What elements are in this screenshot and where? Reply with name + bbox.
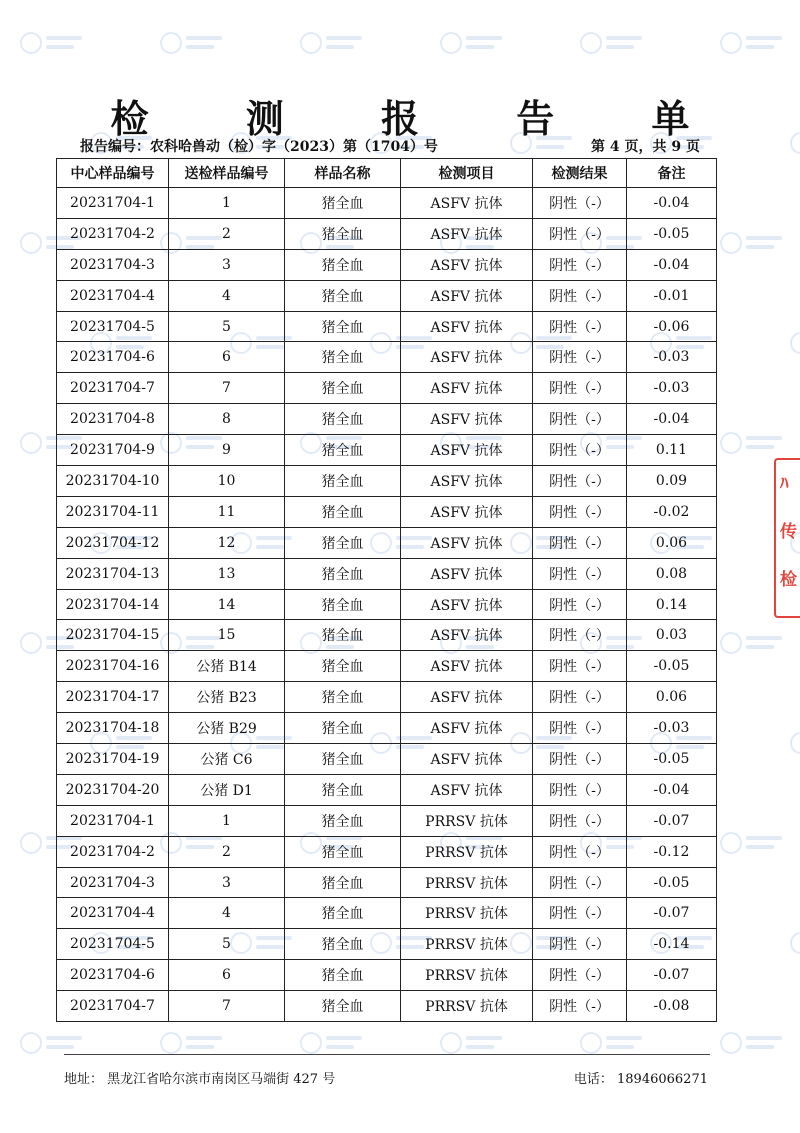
cell-sample-name: 猪全血: [285, 867, 401, 898]
cell-remark: 0.03: [627, 620, 717, 651]
cell-center-sample-no: 20231704-5: [57, 929, 169, 960]
cell-test-item: PRRSV 抗体: [401, 898, 533, 929]
cell-sample-name: 猪全血: [285, 991, 401, 1022]
cell-submitted-sample-no: 公猪 B23: [169, 682, 285, 713]
cell-test-result: 阴性（-）: [533, 496, 627, 527]
cell-sample-name: 猪全血: [285, 218, 401, 249]
cell-test-item: ASFV 抗体: [401, 342, 533, 373]
cell-test-result: 阴性（-）: [533, 589, 627, 620]
seal-stamp: [774, 458, 800, 618]
cell-submitted-sample-no: 9: [169, 435, 285, 466]
header-test-result: 检测结果: [533, 159, 627, 188]
cell-test-item: ASFV 抗体: [401, 496, 533, 527]
cell-sample-name: 猪全血: [285, 774, 401, 805]
cell-remark: 0.08: [627, 558, 717, 589]
cell-remark: -0.07: [627, 805, 717, 836]
table-row: [57, 218, 717, 249]
cell-test-result: 阴性（-）: [533, 466, 627, 497]
cell-center-sample-no: 20231704-14: [57, 589, 169, 620]
cell-test-result: 阴性（-）: [533, 620, 627, 651]
page-info: 第 4 页，共 9 页: [591, 139, 700, 155]
cell-test-item: ASFV 抗体: [401, 218, 533, 249]
report-title: 检 测 报 告 单: [110, 96, 732, 141]
cell-remark: 0.06: [627, 527, 717, 558]
report-meta-row: [80, 136, 700, 156]
table-row: [57, 280, 717, 311]
cell-submitted-sample-no: 10: [169, 466, 285, 497]
cell-submitted-sample-no: 1: [169, 188, 285, 219]
cell-test-item: ASFV 抗体: [401, 435, 533, 466]
cell-test-item: ASFV 抗体: [401, 682, 533, 713]
cell-submitted-sample-no: 4: [169, 280, 285, 311]
cell-center-sample-no: 20231704-8: [57, 404, 169, 435]
watermark-logo-icon: [20, 30, 90, 56]
watermark-logo-icon: [20, 1030, 90, 1056]
cell-submitted-sample-no: 7: [169, 991, 285, 1022]
cell-test-result: 阴性（-）: [533, 249, 627, 280]
cell-sample-name: 猪全血: [285, 589, 401, 620]
cell-sample-name: 猪全血: [285, 682, 401, 713]
cell-test-result: 阴性（-）: [533, 527, 627, 558]
cell-sample-name: 猪全血: [285, 929, 401, 960]
cell-submitted-sample-no: 公猪 B14: [169, 651, 285, 682]
stamp-char-1: ﾊ: [780, 474, 789, 494]
table-row: [57, 682, 717, 713]
watermark-logo-icon: [440, 1030, 510, 1056]
cell-submitted-sample-no: 11: [169, 496, 285, 527]
cell-test-item: ASFV 抗体: [401, 527, 533, 558]
cell-submitted-sample-no: 6: [169, 960, 285, 991]
cell-sample-name: 猪全血: [285, 466, 401, 497]
cell-remark: -0.04: [627, 249, 717, 280]
cell-sample-name: 猪全血: [285, 805, 401, 836]
cell-submitted-sample-no: 15: [169, 620, 285, 651]
report-number: 报告编号：农科哈兽动（检）字（2023）第（1704）号: [80, 139, 438, 155]
cell-submitted-sample-no: 7: [169, 373, 285, 404]
table-row: [57, 249, 717, 280]
table-row: [57, 651, 717, 682]
table-header-row: [57, 159, 717, 188]
cell-test-result: 阴性（-）: [533, 682, 627, 713]
cell-test-item: ASFV 抗体: [401, 249, 533, 280]
table-row: [57, 589, 717, 620]
cell-sample-name: 猪全血: [285, 960, 401, 991]
cell-test-result: 阴性（-）: [533, 836, 627, 867]
cell-remark: -0.03: [627, 373, 717, 404]
watermark-logo-icon: [580, 30, 650, 56]
cell-test-result: 阴性（-）: [533, 651, 627, 682]
cell-test-item: ASFV 抗体: [401, 620, 533, 651]
table-row: [57, 373, 717, 404]
cell-remark: 0.09: [627, 466, 717, 497]
watermark-logo-icon: [160, 1030, 230, 1056]
table-body: [57, 188, 717, 1022]
cell-remark: -0.08: [627, 991, 717, 1022]
cell-submitted-sample-no: 公猪 B29: [169, 713, 285, 744]
cell-sample-name: 猪全血: [285, 713, 401, 744]
cell-test-item: PRRSV 抗体: [401, 991, 533, 1022]
cell-test-result: 阴性（-）: [533, 311, 627, 342]
watermark-logo-icon: [440, 30, 510, 56]
table-row: [57, 311, 717, 342]
header-center-sample-no: 中心样品编号: [57, 159, 169, 188]
cell-test-result: 阴性（-）: [533, 218, 627, 249]
table-row: [57, 898, 717, 929]
watermark-logo-icon: [720, 230, 790, 256]
cell-remark: -0.04: [627, 774, 717, 805]
cell-remark: -0.12: [627, 836, 717, 867]
stamp-char-3: 检: [780, 570, 797, 590]
cell-submitted-sample-no: 6: [169, 342, 285, 373]
header-remark: 备注: [627, 159, 717, 188]
cell-center-sample-no: 20231704-19: [57, 744, 169, 775]
table-row: [57, 496, 717, 527]
cell-test-item: ASFV 抗体: [401, 744, 533, 775]
cell-submitted-sample-no: 12: [169, 527, 285, 558]
cell-test-item: ASFV 抗体: [401, 311, 533, 342]
cell-sample-name: 猪全血: [285, 373, 401, 404]
cell-remark: -0.05: [627, 867, 717, 898]
table-row: [57, 527, 717, 558]
cell-remark: -0.06: [627, 311, 717, 342]
watermark-logo-icon: [720, 430, 790, 456]
cell-submitted-sample-no: 4: [169, 898, 285, 929]
stamp-char-2: 传: [780, 522, 797, 542]
table-row: [57, 991, 717, 1022]
cell-remark: -0.05: [627, 651, 717, 682]
table-row: [57, 558, 717, 589]
cell-submitted-sample-no: 5: [169, 929, 285, 960]
cell-test-item: ASFV 抗体: [401, 404, 533, 435]
cell-center-sample-no: 20231704-11: [57, 496, 169, 527]
cell-test-result: 阴性（-）: [533, 280, 627, 311]
cell-center-sample-no: 20231704-1: [57, 188, 169, 219]
cell-test-result: 阴性（-）: [533, 373, 627, 404]
watermark-logo-icon: [790, 930, 800, 956]
cell-sample-name: 猪全血: [285, 898, 401, 929]
table-row: [57, 342, 717, 373]
watermark-logo-icon: [300, 30, 370, 56]
table-row: [57, 867, 717, 898]
cell-test-result: 阴性（-）: [533, 404, 627, 435]
cell-test-item: ASFV 抗体: [401, 774, 533, 805]
table-row: [57, 774, 717, 805]
table-row: [57, 929, 717, 960]
cell-submitted-sample-no: 1: [169, 805, 285, 836]
footer-divider: [64, 1054, 710, 1055]
footer-phone: 电话： 18946066271: [573, 1072, 708, 1087]
cell-submitted-sample-no: 3: [169, 249, 285, 280]
cell-test-result: 阴性（-）: [533, 342, 627, 373]
cell-test-result: 阴性（-）: [533, 805, 627, 836]
footer-address: 地址： 黑龙江省哈尔滨市南岗区马端街 427 号: [64, 1072, 336, 1087]
cell-center-sample-no: 20231704-4: [57, 898, 169, 929]
cell-center-sample-no: 20231704-16: [57, 651, 169, 682]
cell-center-sample-no: 20231704-12: [57, 527, 169, 558]
cell-center-sample-no: 20231704-3: [57, 867, 169, 898]
cell-test-result: 阴性（-）: [533, 898, 627, 929]
cell-test-item: ASFV 抗体: [401, 188, 533, 219]
cell-test-item: ASFV 抗体: [401, 373, 533, 404]
cell-sample-name: 猪全血: [285, 651, 401, 682]
cell-submitted-sample-no: 2: [169, 836, 285, 867]
cell-center-sample-no: 20231704-6: [57, 960, 169, 991]
header-sample-name: 样品名称: [285, 159, 401, 188]
cell-test-item: ASFV 抗体: [401, 589, 533, 620]
cell-center-sample-no: 20231704-2: [57, 218, 169, 249]
cell-test-result: 阴性（-）: [533, 929, 627, 960]
cell-test-item: PRRSV 抗体: [401, 805, 533, 836]
cell-remark: -0.05: [627, 218, 717, 249]
cell-sample-name: 猪全血: [285, 404, 401, 435]
cell-sample-name: 猪全血: [285, 280, 401, 311]
cell-center-sample-no: 20231704-10: [57, 466, 169, 497]
table-row: [57, 960, 717, 991]
cell-center-sample-no: 20231704-13: [57, 558, 169, 589]
cell-remark: -0.02: [627, 496, 717, 527]
header-submitted-sample-no: 送检样品编号: [169, 159, 285, 188]
cell-sample-name: 猪全血: [285, 496, 401, 527]
cell-submitted-sample-no: 公猪 D1: [169, 774, 285, 805]
cell-sample-name: 猪全血: [285, 342, 401, 373]
cell-test-result: 阴性（-）: [533, 960, 627, 991]
cell-sample-name: 猪全血: [285, 836, 401, 867]
table-row: [57, 744, 717, 775]
cell-sample-name: 猪全血: [285, 311, 401, 342]
cell-submitted-sample-no: 2: [169, 218, 285, 249]
cell-center-sample-no: 20231704-2: [57, 836, 169, 867]
cell-test-item: ASFV 抗体: [401, 651, 533, 682]
cell-submitted-sample-no: 3: [169, 867, 285, 898]
results-table: [56, 158, 717, 1022]
cell-center-sample-no: 20231704-3: [57, 249, 169, 280]
cell-test-item: ASFV 抗体: [401, 713, 533, 744]
cell-sample-name: 猪全血: [285, 620, 401, 651]
cell-remark: -0.05: [627, 744, 717, 775]
cell-center-sample-no: 20231704-5: [57, 311, 169, 342]
cell-center-sample-no: 20231704-6: [57, 342, 169, 373]
cell-submitted-sample-no: 5: [169, 311, 285, 342]
cell-test-result: 阴性（-）: [533, 558, 627, 589]
watermark-logo-icon: [720, 830, 790, 856]
cell-sample-name: 猪全血: [285, 558, 401, 589]
cell-remark: 0.14: [627, 589, 717, 620]
table-row: [57, 805, 717, 836]
cell-test-result: 阴性（-）: [533, 713, 627, 744]
cell-center-sample-no: 20231704-7: [57, 991, 169, 1022]
cell-test-result: 阴性（-）: [533, 188, 627, 219]
cell-center-sample-no: 20231704-1: [57, 805, 169, 836]
cell-remark: -0.04: [627, 404, 717, 435]
cell-sample-name: 猪全血: [285, 188, 401, 219]
cell-test-item: ASFV 抗体: [401, 558, 533, 589]
cell-remark: -0.03: [627, 342, 717, 373]
cell-remark: -0.04: [627, 188, 717, 219]
cell-test-item: PRRSV 抗体: [401, 867, 533, 898]
cell-remark: -0.14: [627, 929, 717, 960]
watermark-logo-icon: [720, 1030, 790, 1056]
cell-test-item: PRRSV 抗体: [401, 929, 533, 960]
table-row: [57, 836, 717, 867]
cell-submitted-sample-no: 公猪 C6: [169, 744, 285, 775]
cell-submitted-sample-no: 13: [169, 558, 285, 589]
cell-test-item: PRRSV 抗体: [401, 836, 533, 867]
cell-center-sample-no: 20231704-9: [57, 435, 169, 466]
cell-sample-name: 猪全血: [285, 527, 401, 558]
cell-remark: -0.07: [627, 960, 717, 991]
cell-test-item: ASFV 抗体: [401, 466, 533, 497]
cell-remark: -0.07: [627, 898, 717, 929]
watermark-logo-icon: [580, 1030, 650, 1056]
table-row: [57, 713, 717, 744]
watermark-logo-icon: [300, 1030, 370, 1056]
cell-center-sample-no: 20231704-20: [57, 774, 169, 805]
cell-test-item: PRRSV 抗体: [401, 960, 533, 991]
cell-test-item: ASFV 抗体: [401, 280, 533, 311]
cell-center-sample-no: 20231704-17: [57, 682, 169, 713]
cell-submitted-sample-no: 8: [169, 404, 285, 435]
watermark-logo-icon: [720, 630, 790, 656]
table-row: [57, 435, 717, 466]
cell-remark: 0.06: [627, 682, 717, 713]
cell-center-sample-no: 20231704-7: [57, 373, 169, 404]
table-row: [57, 404, 717, 435]
watermark-logo-icon: [790, 730, 800, 756]
cell-remark: 0.11: [627, 435, 717, 466]
watermark-logo-icon: [720, 30, 790, 56]
cell-test-result: 阴性（-）: [533, 744, 627, 775]
cell-test-result: 阴性（-）: [533, 991, 627, 1022]
watermark-logo-icon: [160, 30, 230, 56]
cell-center-sample-no: 20231704-18: [57, 713, 169, 744]
cell-test-result: 阴性（-）: [533, 435, 627, 466]
cell-sample-name: 猪全血: [285, 435, 401, 466]
cell-submitted-sample-no: 14: [169, 589, 285, 620]
table-row: [57, 620, 717, 651]
cell-center-sample-no: 20231704-4: [57, 280, 169, 311]
table-row: [57, 188, 717, 219]
cell-sample-name: 猪全血: [285, 249, 401, 280]
cell-center-sample-no: 20231704-15: [57, 620, 169, 651]
cell-remark: -0.01: [627, 280, 717, 311]
cell-test-result: 阴性（-）: [533, 774, 627, 805]
cell-remark: -0.03: [627, 713, 717, 744]
header-test-item: 检测项目: [401, 159, 533, 188]
cell-sample-name: 猪全血: [285, 744, 401, 775]
table-row: [57, 466, 717, 497]
cell-test-result: 阴性（-）: [533, 867, 627, 898]
watermark-logo-icon: [790, 330, 800, 356]
